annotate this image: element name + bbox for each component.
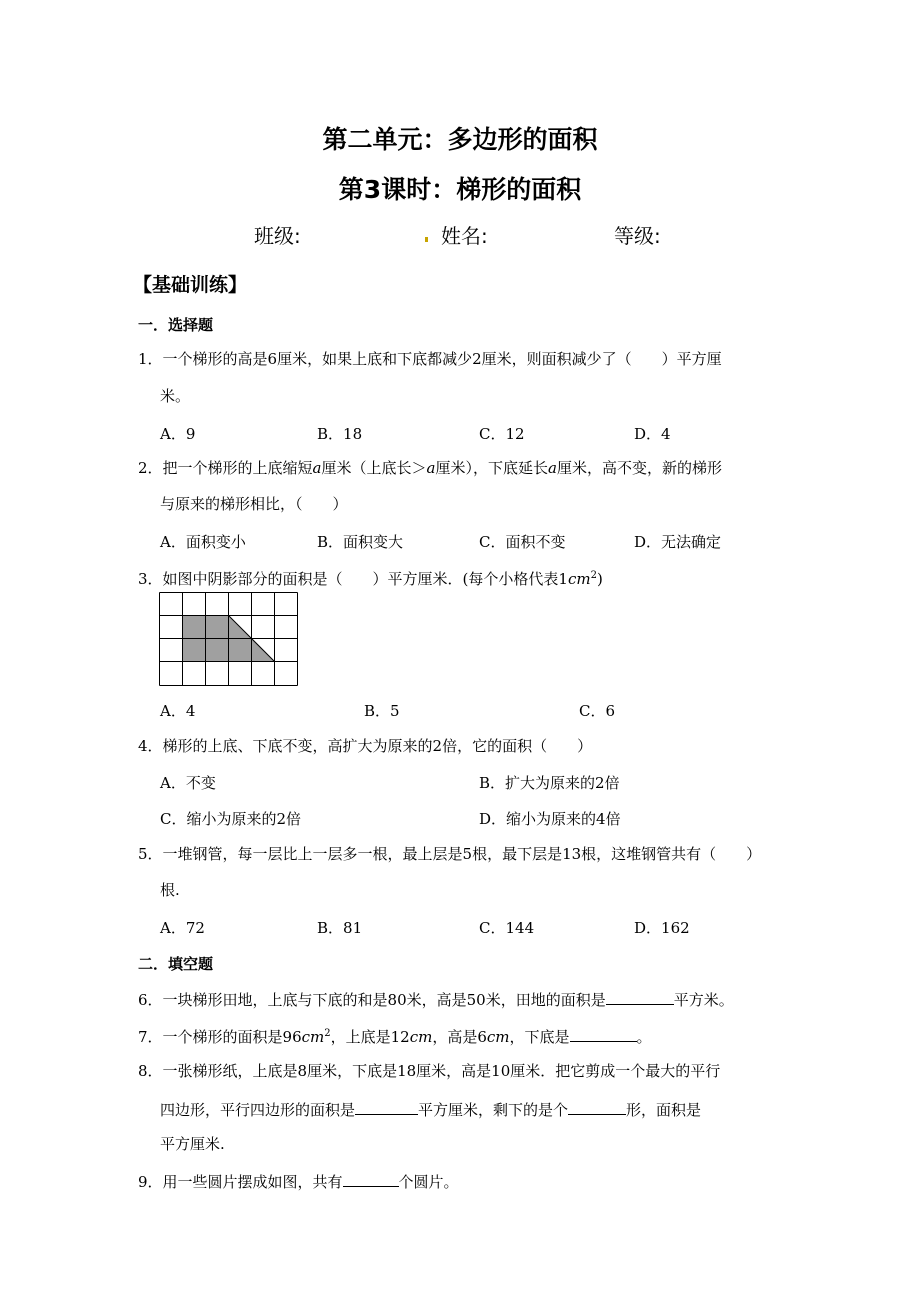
q2-option-a: A．面积变小 (160, 533, 246, 551)
class-label: 班级: (254, 224, 301, 248)
q7-text-end: 。 (636, 1028, 652, 1046)
q2-text-4: 厘米，高不变，新的梯形 (556, 459, 722, 477)
q7-unit-1: cm (301, 1028, 325, 1046)
grid-lines (160, 593, 298, 686)
q9-text-end: 个圆片。 (398, 1173, 459, 1191)
q3-option-c: C．6 (579, 702, 616, 720)
question-8-line3: 平方厘米. (160, 1135, 225, 1153)
question-9 (138, 1171, 459, 1191)
q4-option-d: D．缩小为原来的4倍 (479, 810, 621, 828)
question-5-line2: 根. (160, 881, 180, 899)
q2-option-d: D．无法确定 (634, 533, 722, 551)
q2-text-3: 厘米），下底延长 (435, 459, 548, 477)
q6-text: 6．一块梯形田地，上底与下底的和是80米，高是50米，田地的面积是 (138, 991, 606, 1009)
q2-option-b: B．面积变大 (317, 533, 404, 551)
question-7 (138, 1025, 652, 1046)
q3-close: ) (596, 570, 603, 588)
q4-option-c: C．缩小为原来的2倍 (160, 810, 302, 828)
question-5-line1: 5．一堆钢管，每一层比上一层多一根，最上层是5根，最下层是13根，这堆钢管共有（ ） (138, 845, 762, 863)
q6-answer-blank[interactable] (606, 989, 674, 1005)
q7-text-3: ，高是6 (432, 1028, 487, 1046)
q8-text-b: 平方厘米，剩下的是个 (418, 1101, 569, 1119)
q8-text-a: 四边形，平行四边形的面积是 (160, 1101, 356, 1119)
q7-unit-sup: 2 (324, 1028, 331, 1039)
name-label: 姓名: (441, 224, 488, 248)
q7-text-2: ，上底是12 (330, 1028, 410, 1046)
q8-text-c: 形，面积是 (626, 1101, 702, 1119)
q3-grid-figure (158, 592, 301, 688)
q7-unit-3: cm (486, 1028, 510, 1046)
q9-answer-blank[interactable] (343, 1171, 399, 1187)
q1-option-c: C．12 (479, 425, 525, 443)
decorative-dot (425, 237, 428, 242)
q2-text-2: 厘米（上底长＞ (321, 459, 427, 477)
question-3-line1 (138, 567, 603, 588)
q6-text-end: 平方米。 (673, 991, 734, 1009)
q2-text-1: 2．把一个梯形的上底缩短 (138, 459, 313, 477)
q1-option-b: B．18 (317, 425, 363, 443)
question-4-line1: 4．梯形的上底、下底不变，高扩大为原来的2倍，它的面积（ ） (138, 737, 593, 755)
question-1-line1: 1．一个梯形的高是6厘米，如果上底和下底都减少2厘米，则面积减少了（ ）平方厘 (138, 350, 722, 368)
q3-unit-sup: 2 (590, 570, 597, 581)
part2-title: 二．填空题 (138, 955, 214, 973)
q7-text-4: ，下底是 (509, 1028, 570, 1046)
q5-option-b: B．81 (317, 919, 363, 937)
q5-option-d: D．162 (634, 919, 690, 937)
q3-text: 3．如图中阴影部分的面积是（ ）平方厘米．(每个小格代表1 (138, 570, 568, 588)
q7-text-1: 7．一个梯形的面积是96 (138, 1028, 302, 1046)
question-2-line1 (138, 459, 722, 477)
q3-option-b: B．5 (364, 702, 400, 720)
question-8-line2 (160, 1099, 701, 1119)
question-6 (138, 989, 734, 1009)
part1-title: 一．选择题 (138, 316, 214, 334)
q7-unit-2: cm (409, 1028, 433, 1046)
grade-label: 等级: (614, 224, 661, 248)
section-basic-training: 【基础训练】 (133, 274, 248, 296)
q9-text: 9．用一些圆片摆成如图，共有 (138, 1173, 343, 1191)
q2-var-a-1: a (312, 459, 322, 477)
q8-area-blank[interactable] (355, 1099, 418, 1115)
q5-option-c: C．144 (479, 919, 535, 937)
lesson-title: 第3课时：梯形的面积 (338, 175, 582, 204)
q4-option-b: B．扩大为原来的2倍 (479, 774, 620, 792)
question-1-line2: 米。 (160, 387, 191, 405)
q2-var-a-3: a (547, 459, 557, 477)
question-8-line1: 8．一张梯形纸，上底是8厘米，下底是18厘米，高是10厘米．把它剪成一个最大的平行 (138, 1062, 721, 1080)
q4-option-a: A．不变 (160, 774, 216, 792)
q2-var-a-2: a (426, 459, 436, 477)
question-2-line2: 与原来的梯形相比，（ ） (160, 495, 348, 513)
q8-shape-blank[interactable] (568, 1099, 626, 1115)
q3-option-a: A．4 (160, 702, 196, 720)
q1-option-d: D．4 (634, 425, 671, 443)
q1-option-a: A．9 (160, 425, 196, 443)
q2-option-c: C．面积不变 (479, 533, 566, 551)
q3-unit: cm (567, 570, 591, 588)
q5-option-a: A．72 (160, 919, 205, 937)
page-title: 第二单元：多边形的面积 (322, 125, 598, 154)
q7-answer-blank[interactable] (570, 1026, 637, 1042)
